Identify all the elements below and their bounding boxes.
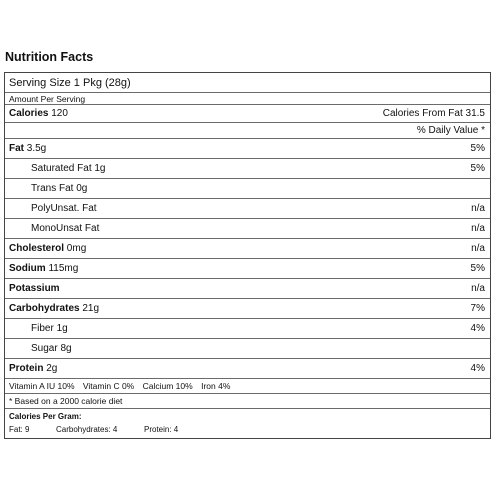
footnote-row xyxy=(5,394,490,409)
amount-per-serving-row xyxy=(5,93,490,105)
calories-label-wrap xyxy=(9,108,68,120)
daily-value-header: % Daily Value * xyxy=(416,124,485,136)
cpg-protein: Protein: 4 xyxy=(144,424,179,434)
nutrient-label: Sodium xyxy=(9,262,46,274)
nutrient-label: Cholesterol xyxy=(9,242,65,254)
nutrition-facts-title: Nutrition Facts xyxy=(5,50,94,64)
footnote: * Based on a 2000 calorie diet xyxy=(9,396,123,406)
nutrient-dv: 5% xyxy=(470,142,485,154)
cpg-fat: Fat: 9 xyxy=(9,424,30,434)
nutrient-amount: 2g xyxy=(46,362,58,374)
nutrient-row-potassium xyxy=(5,279,490,299)
nutrient-dv: 7% xyxy=(470,302,485,314)
nutrient-label: Trans Fat xyxy=(31,182,74,194)
nutrient-row-fiber xyxy=(5,319,490,339)
nutrient-label: Fiber xyxy=(31,322,54,334)
nutrient-amount: 0g xyxy=(76,182,88,194)
nutrient-label: Carbohydrates xyxy=(9,302,80,314)
nutrient-amount: 21g xyxy=(82,302,100,314)
calcium: Calcium 10% xyxy=(142,381,193,391)
calories-value: 120 xyxy=(51,107,68,119)
nutrient-label: Sugar xyxy=(31,342,58,354)
cpg-carbohydrates: Carbohydrates: 4 xyxy=(56,424,118,434)
nutrient-dv: 4% xyxy=(470,362,485,374)
nutrient-amount: 1g xyxy=(94,162,106,174)
nutrient-dv: 5% xyxy=(470,162,485,174)
nutrient-dv: n/a xyxy=(471,282,485,294)
nutrient-row-trans-fat xyxy=(5,179,490,199)
nutrient-label: Fat xyxy=(9,142,24,154)
nutrient-dv: n/a xyxy=(471,202,485,214)
nutrient-dv: 4% xyxy=(470,322,485,334)
serving-size-row xyxy=(5,73,490,93)
vitamin-c: Vitamin C 0% xyxy=(82,381,135,391)
nutrient-row-protein xyxy=(5,359,490,379)
amount-per-serving: Amount Per Serving xyxy=(9,93,86,104)
nutrition-facts-panel xyxy=(4,72,491,439)
nutrient-amount: 0mg xyxy=(66,242,87,254)
nutrient-label: PolyUnsat. Fat xyxy=(31,202,97,214)
nutrient-row-saturated-fat xyxy=(5,159,490,179)
nutrient-dv: n/a xyxy=(471,222,485,234)
calories-label: Calories xyxy=(9,107,49,119)
nutrient-amount: 8g xyxy=(60,342,72,354)
nutrient-label: MonoUnsat Fat xyxy=(31,222,100,234)
nutrient-row-polyunsat-fat xyxy=(5,199,490,219)
daily-value-header-row xyxy=(5,123,490,139)
calories-per-gram-label-row xyxy=(5,410,490,423)
nutrient-row-cholesterol xyxy=(5,239,490,259)
calories-per-gram-values-row xyxy=(5,423,490,436)
nutrient-row-fat xyxy=(5,139,490,159)
nutrient-label: Potassium xyxy=(9,282,60,294)
nutrient-row-monounsat-fat xyxy=(5,219,490,239)
nutrient-dv: 5% xyxy=(470,262,485,274)
nutrient-amount: 1g xyxy=(56,322,68,334)
nutrient-amount: 3.5g xyxy=(26,142,47,154)
nutrient-amount: 115mg xyxy=(48,262,79,274)
vitamin-a: Vitamin A IU 10% xyxy=(9,381,75,391)
nutrient-row-sodium xyxy=(5,259,490,279)
calories-per-gram-label: Calories Per Gram: xyxy=(9,411,82,421)
nutrient-label: Saturated Fat xyxy=(31,162,92,174)
nutrient-label: Protein xyxy=(9,362,44,374)
vitamins-row xyxy=(5,379,490,394)
calories-row xyxy=(5,105,490,123)
serving-size: Serving Size 1 Pkg (28g) xyxy=(9,76,131,89)
nutrient-row-sugar xyxy=(5,339,490,359)
nutrient-dv: n/a xyxy=(471,242,485,254)
iron: Iron 4% xyxy=(201,381,231,391)
nutrient-row-carbohydrates xyxy=(5,299,490,319)
calories-from-fat: Calories From Fat 31.5 xyxy=(382,107,485,119)
